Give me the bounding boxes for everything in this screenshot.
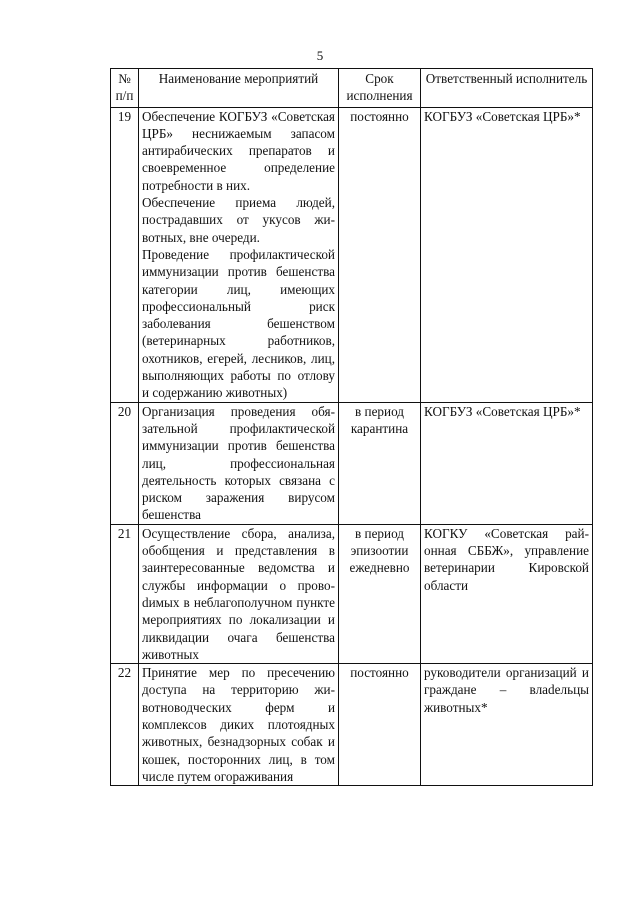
measure-name <box>139 524 339 663</box>
table-row <box>111 402 593 524</box>
measure-paragraph: Осуществление сбора, анализа, обобщения и представления в заинтересованные ведомства и службы информации о провоdимых в неблагополучном пункте мероприятиях по локализации и ликвидации очага бешенства животных <box>142 525 335 662</box>
measure-name <box>139 664 339 786</box>
header-num: № п/п <box>111 69 139 108</box>
measure-paragraph: Организация проведения обязательной профилактической иммунизации против бешенства лиц, профессиональная деятельность которых связана с риском заражения вирусом бешенства <box>142 403 335 523</box>
header-responsible: Ответственный исполнитель <box>421 69 593 108</box>
page-number: 5 <box>316 48 324 63</box>
header-term: Срок исполнения <box>339 69 421 108</box>
table-row <box>111 524 593 663</box>
measure-responsible: КОГБУЗ «Советская ЦРБ»* <box>421 107 593 402</box>
measure-term: в период эпизоотии ежедневно <box>339 524 421 663</box>
header-name: Наименование мероприятий <box>139 69 339 108</box>
table-row <box>111 664 593 786</box>
measure-paragraph: Принятие мер по пресечению доступа на территорию животноводческих ферм и комплексов диких плотоядных животных, безнадзорных собак и кошек, посторонних лиц, в том числе путем огораживания <box>142 665 335 784</box>
measure-paragraph: Обеспечение приема людей, пострадавших от укусов животных, вне очереди. <box>142 195 335 245</box>
measure-paragraph: Проведение профилактической иммунизации против бешенства категории лиц, имеющих профессиональный риск заболевания бешенством (ветеринарных работников, охотников, егерей, лесников, лиц, выполняющих работы по отлову и содержанию животных) <box>142 246 335 401</box>
measure-name <box>139 107 339 402</box>
row-number: 20 <box>111 402 139 524</box>
measure-responsible: КОГКУ «Советская районная СББЖ», управление ветеринарии Кировской области <box>421 524 593 663</box>
measures-table <box>110 68 593 786</box>
measure-term: постоянно <box>339 664 421 786</box>
measure-responsible: руководители организаций и граждане – влаdельцы животных* <box>421 664 593 786</box>
measure-term: постоянно <box>339 107 421 402</box>
measure-term: в период карантина <box>339 402 421 524</box>
measure-paragraph: Обеспечение КОГБУЗ «Советская ЦРБ» неснижаемым запасом антирабических препаратов и своевременное определение потребности в них. <box>142 108 335 193</box>
row-number: 22 <box>111 664 139 786</box>
table-row <box>111 107 593 402</box>
row-number: 21 <box>111 524 139 663</box>
row-number: 19 <box>111 107 139 402</box>
table-header-row <box>111 69 593 108</box>
measure-responsible: КОГБУЗ «Советская ЦРБ»* <box>421 402 593 524</box>
measure-name <box>139 402 339 524</box>
